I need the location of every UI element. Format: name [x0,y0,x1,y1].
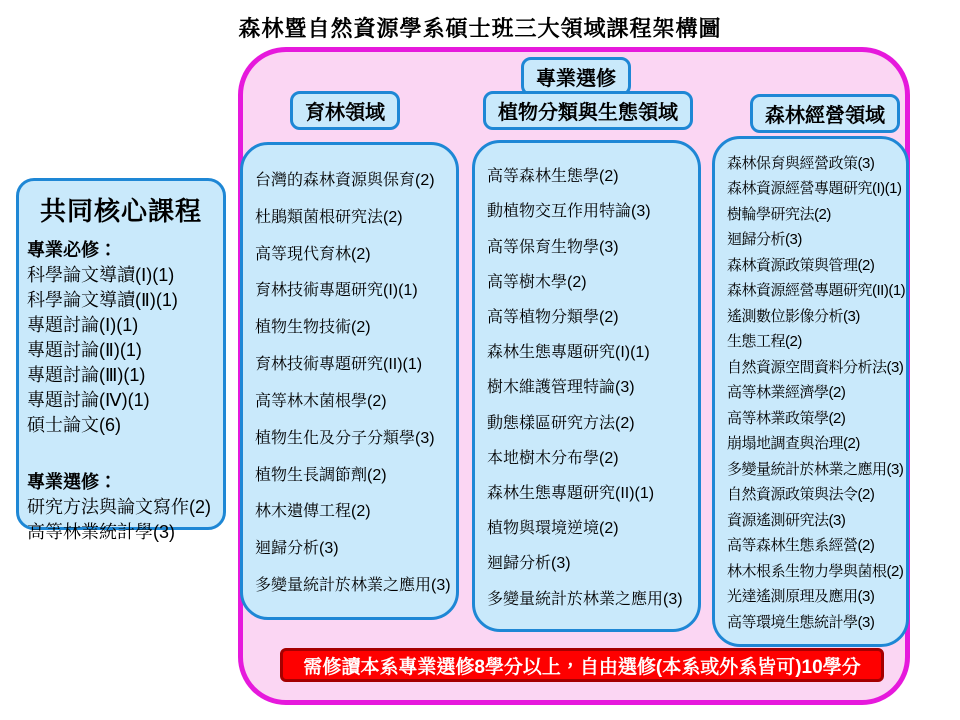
core-courses-title: 共同核心課程 [39,196,202,226]
elective-course-list [27,495,215,545]
course-item: 林木遺傳工程(2) [255,503,371,521]
course-item: 專題討論(Ⅲ)(1) [27,365,146,385]
domain-header-forest-management: 森林經營領域 [750,94,900,133]
course-item: 森林資源政策與管理(2) [727,256,875,274]
course-item: 本地樹木分布學(2) [487,449,619,467]
course-item: 高等保育生物學(3) [487,238,619,256]
course-item: 高等樹木學(2) [487,273,587,291]
course-item: 迴歸分析(3) [727,231,802,248]
course-item: 高等林業政策學(2) [727,409,846,427]
core-elective-list [27,470,215,545]
course-item: 高等林木菌根學(2) [255,392,387,410]
credit-requirement-note: 需修讀本系專業選修8學分以上，自由選修(本系或外系皆可)10學分 [280,648,884,682]
course-item: 多變量統計於林業之應用(3) [487,590,683,608]
course-item: 杜鵑類菌根研究法(2) [255,208,403,226]
course-item: 生態工程(2) [727,333,802,350]
course-item: 碩士論文(6) [27,415,121,435]
course-column-silviculture [240,142,459,620]
course-item: 高等現代育林(2) [255,245,371,263]
course-item: 育林技術專題研究(I)(1) [255,282,418,300]
course-item: 林木根系生物力學與菌根(2) [727,562,904,580]
course-item: 植物生長調節劑(2) [255,466,387,484]
elective-panel-label: 專業選修 [521,57,631,96]
course-item: 高等林業經濟學(2) [727,384,846,401]
course-item: 高等森林生態學(2) [487,168,619,186]
required-section-label: 專業必修： [27,240,117,260]
course-item: 森林生態專題研究(I)(1) [487,344,650,362]
course-item: 迴歸分析(3) [255,540,339,558]
required-course-list [27,263,215,438]
course-item: 專題討論(Ⅰ)(1) [27,315,139,335]
domain-header-silviculture: 育林領域 [290,91,400,130]
course-item: 台灣的森林資源與保育(2) [255,171,435,189]
course-item: 森林生態專題研究(II)(1) [487,485,655,503]
course-item: 高等植物分類學(2) [487,309,619,327]
course-item: 高等林業統計學(3) [27,522,175,542]
elective-section-label: 專業選修： [27,472,117,492]
course-item: 森林資源經營專題研究(II)(1) [727,282,906,299]
course-item: 育林技術專題研究(II)(1) [255,356,423,374]
course-item: 遙測數位影像分析(3) [727,307,860,325]
course-item: 樹木維護管理特論(3) [487,379,635,397]
course-item: 植物生物技術(2) [255,319,371,337]
course-item: 研究方法與論文寫作(2) [27,497,211,517]
course-item: 崩塌地調查與治理(2) [727,435,860,452]
course-item: 迴歸分析(3) [487,555,571,573]
course-item: 植物生化及分子分類學(3) [255,429,435,447]
course-item: 植物與環境逆境(2) [487,520,619,538]
course-item: 科學論文導讀(Ⅰ)(1) [27,265,175,285]
course-item: 高等環境生態統計學(3) [727,613,875,631]
course-item: 資源遙測研究法(3) [727,511,846,529]
course-item: 專題討論(Ⅱ)(1) [27,340,142,360]
course-item: 多變量統計於林業之應用(3) [255,577,451,595]
core-courses-panel [16,178,226,542]
course-column-taxonomy-ecology [472,140,701,632]
course-item: 自然資源空間資料分析法(3) [727,358,904,376]
course-item: 動植物交互作用特論(3) [487,203,651,221]
course-item: 森林資源經營專題研究(I)(1) [727,180,902,197]
domain-header-taxonomy-ecology: 植物分類與生態領域 [483,91,693,130]
course-item: 動態樣區研究方法(2) [487,414,635,432]
course-column-forest-management [712,136,909,647]
course-item: 樹輪學研究法(2) [727,205,831,223]
course-item: 科學論文導讀(Ⅱ)(1) [27,290,178,310]
course-item: 森林保育與經營政策(3) [727,154,875,172]
course-item: 光達遙測原理及應用(3) [727,588,875,605]
course-item: 多變量統計於林業之應用(3) [727,460,904,478]
course-item: 專題討論(Ⅳ)(1) [27,390,150,410]
page-title: 森林暨自然資源學系碩士班三大領域課程架構圖 [238,16,722,41]
course-item: 自然資源政策與法令(2) [727,486,875,503]
course-item: 高等森林生態系經營(2) [727,537,875,554]
core-required-list [27,238,215,438]
